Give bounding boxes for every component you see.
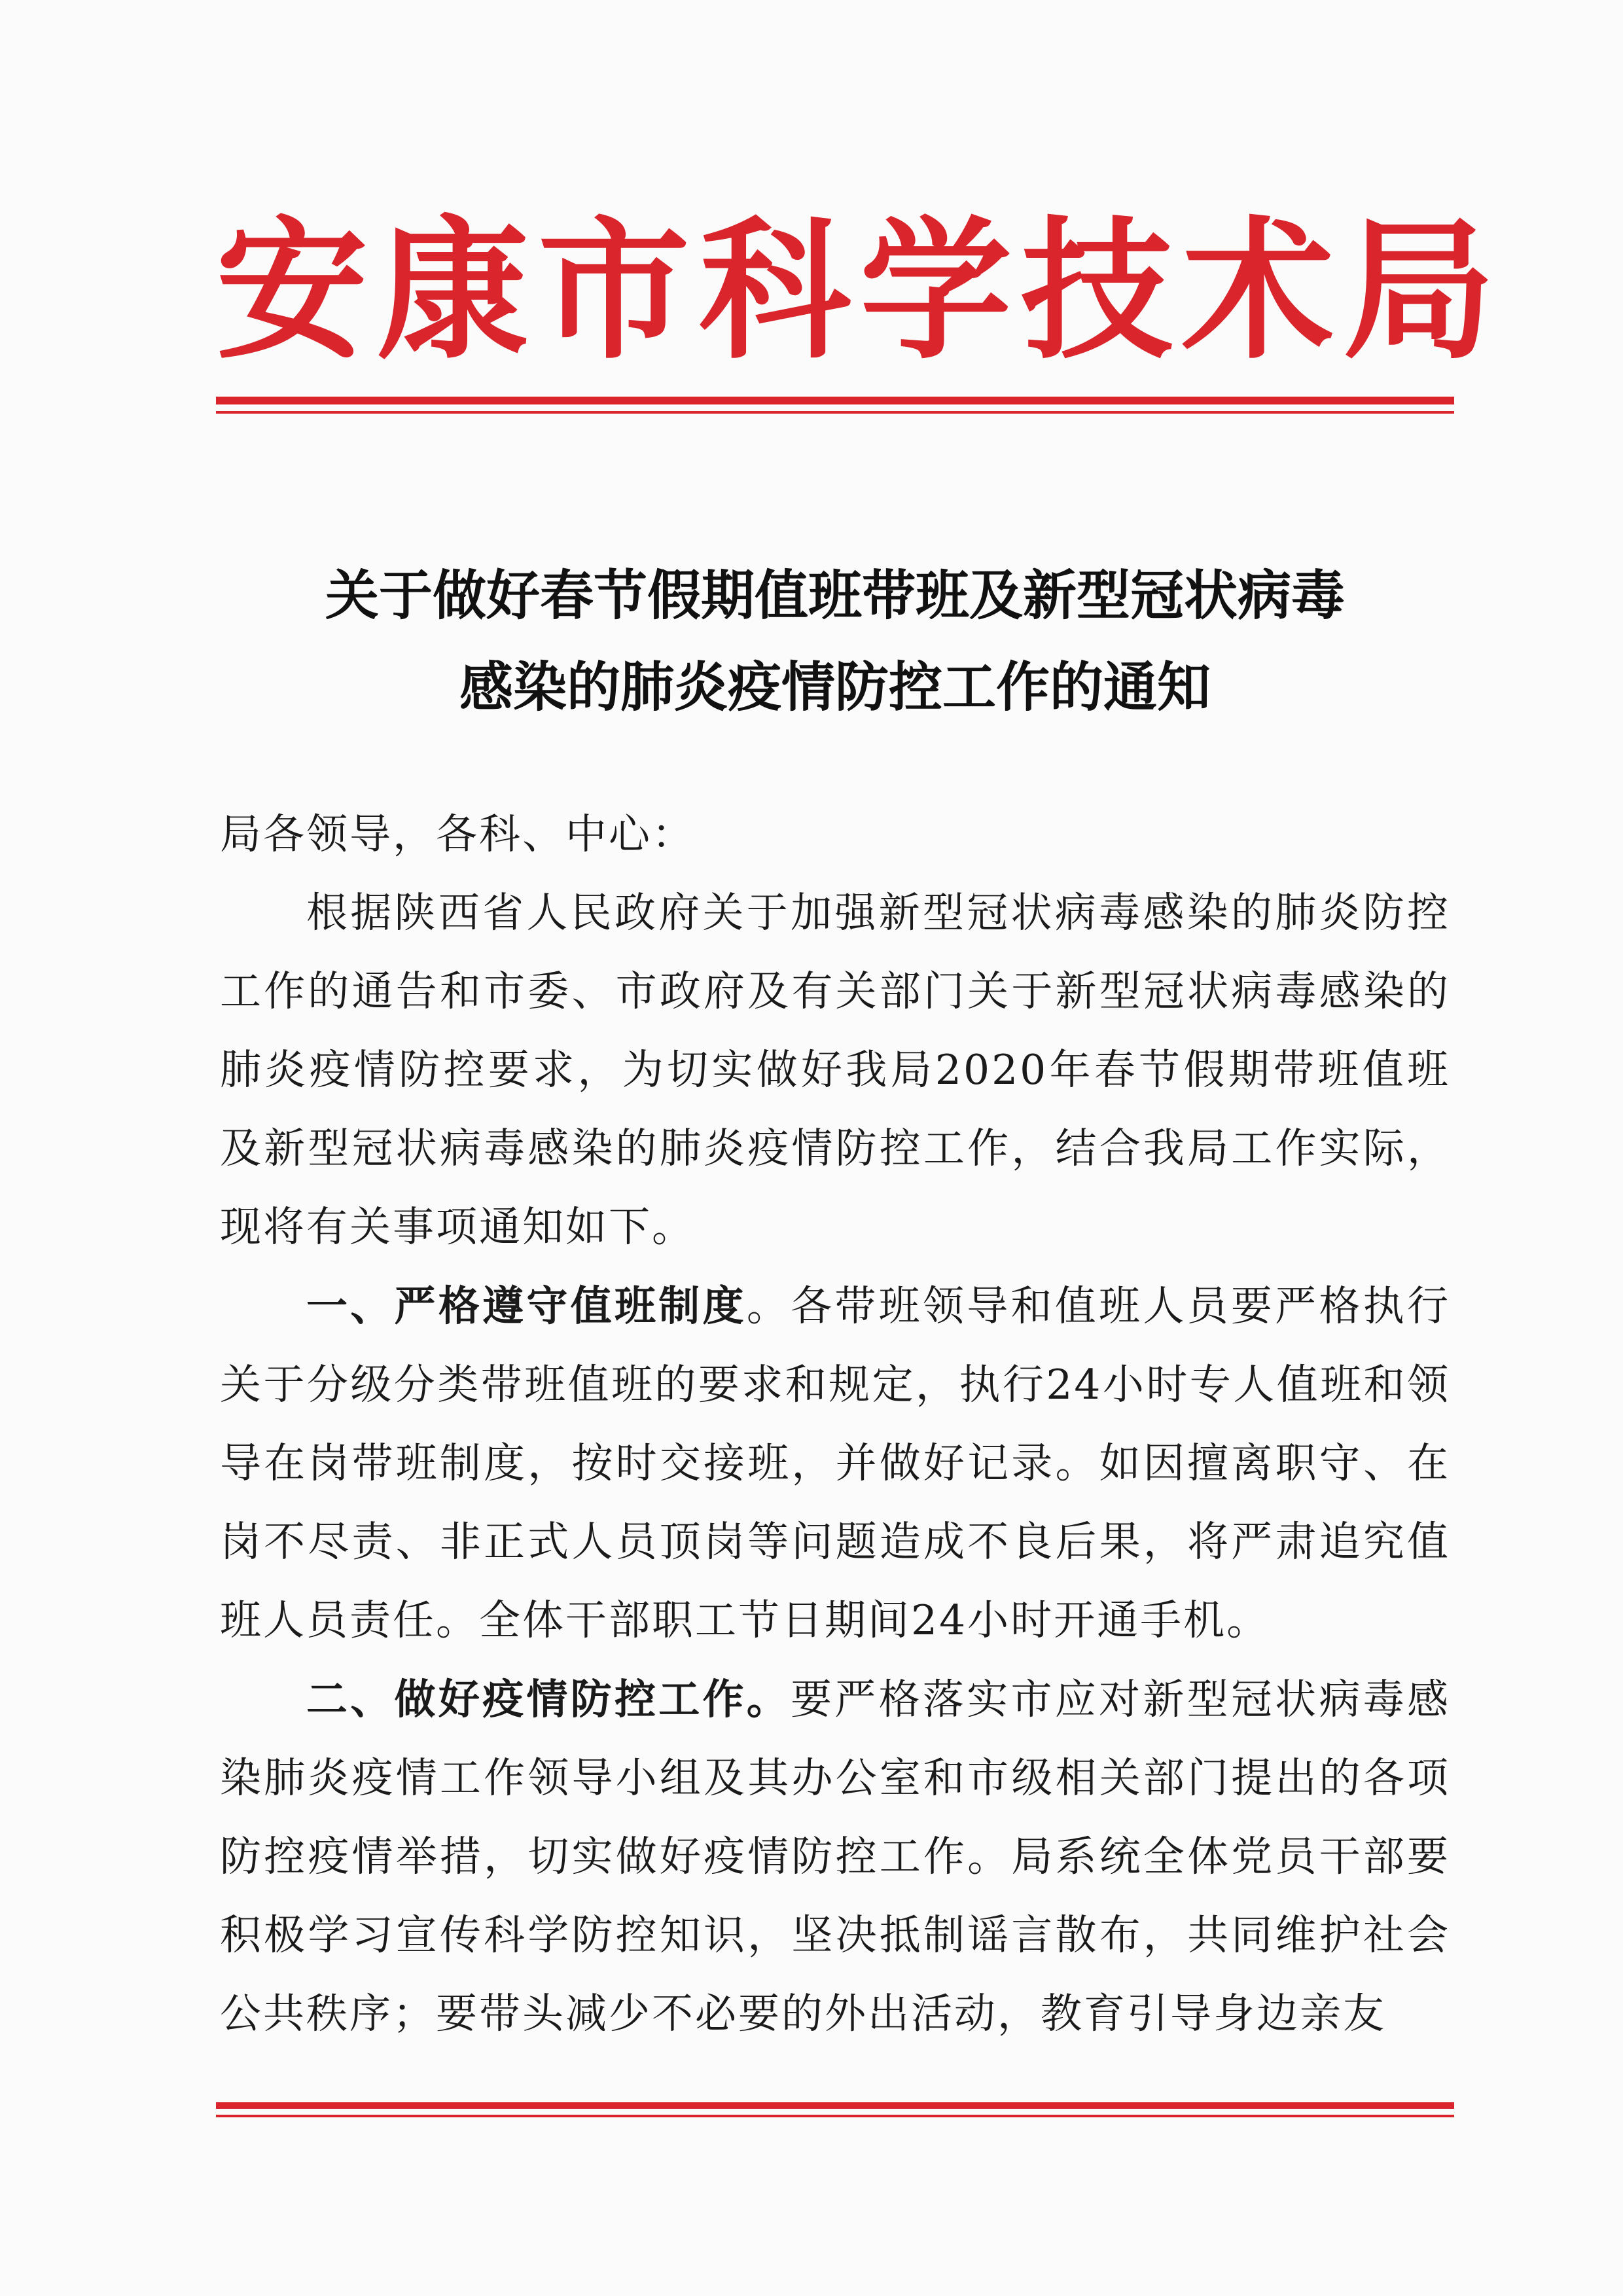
salutation: 局各领导，各科、中心： [220, 810, 695, 858]
section-1-paragraph [220, 1266, 1450, 1660]
intro-paragraph: 根据陕西省人民政府关于加强新型冠状病毒感染的肺炎防控工作的通告和市委、市政府及有关部门关于新型冠状病毒感染的肺炎疫情防控要求，为切实做好我局2020年春节假期带班值班及新型冠状病毒感染的肺炎疫情防控工作，结合我局工作实际，现将有关事项通知如下。 [220, 889, 1450, 1251]
document-body [220, 795, 1450, 2053]
letterhead-org-name: 安康市科学技术局 [216, 203, 1505, 380]
document-title [216, 550, 1454, 733]
divider-thick-line [216, 397, 1454, 404]
section-1-text: 。各带班领导和值班人员要严格执行关于分级分类带班值班的要求和规定，执行24小时专人值班和领导在岗带班制度，按时交接班，并做好记录。如因擅离职守、在岗不尽责、非正式人员顶岗等问题造成不良后果，将严肃追究值班人员责任。全体干部职工节日期间24小时开通手机。 [220, 1282, 1451, 1644]
section-2-paragraph [220, 1660, 1450, 2053]
footer-divider [216, 2102, 1454, 2117]
footer-thick-line [216, 2102, 1454, 2109]
document-title-line-1: 关于做好春节假期值班带班及新型冠状病毒 [325, 564, 1345, 627]
section-1-heading: 一、严格遵守值班制度 [306, 1282, 747, 1330]
divider-thin-line [216, 411, 1454, 414]
section-2-text: 要严格落实市应对新型冠状病毒感染肺炎疫情工作领导小组及其办公室和市级相关部门提出的各项防控疫情举措，切实做好疫情防控工作。局系统全体党员干部要积极学习宣传科学防控知识，坚决抵制谣言散布，共同维护社会公共秩序；要带头减少不必要的外出活动，教育引导身边亲友 [220, 1676, 1451, 2037]
document-title-line-2: 感染的肺炎疫情防控工作的通知 [459, 656, 1211, 719]
footer-thin-line [216, 2115, 1454, 2117]
section-2-heading: 二、做好疫情防控工作。 [306, 1675, 791, 1723]
